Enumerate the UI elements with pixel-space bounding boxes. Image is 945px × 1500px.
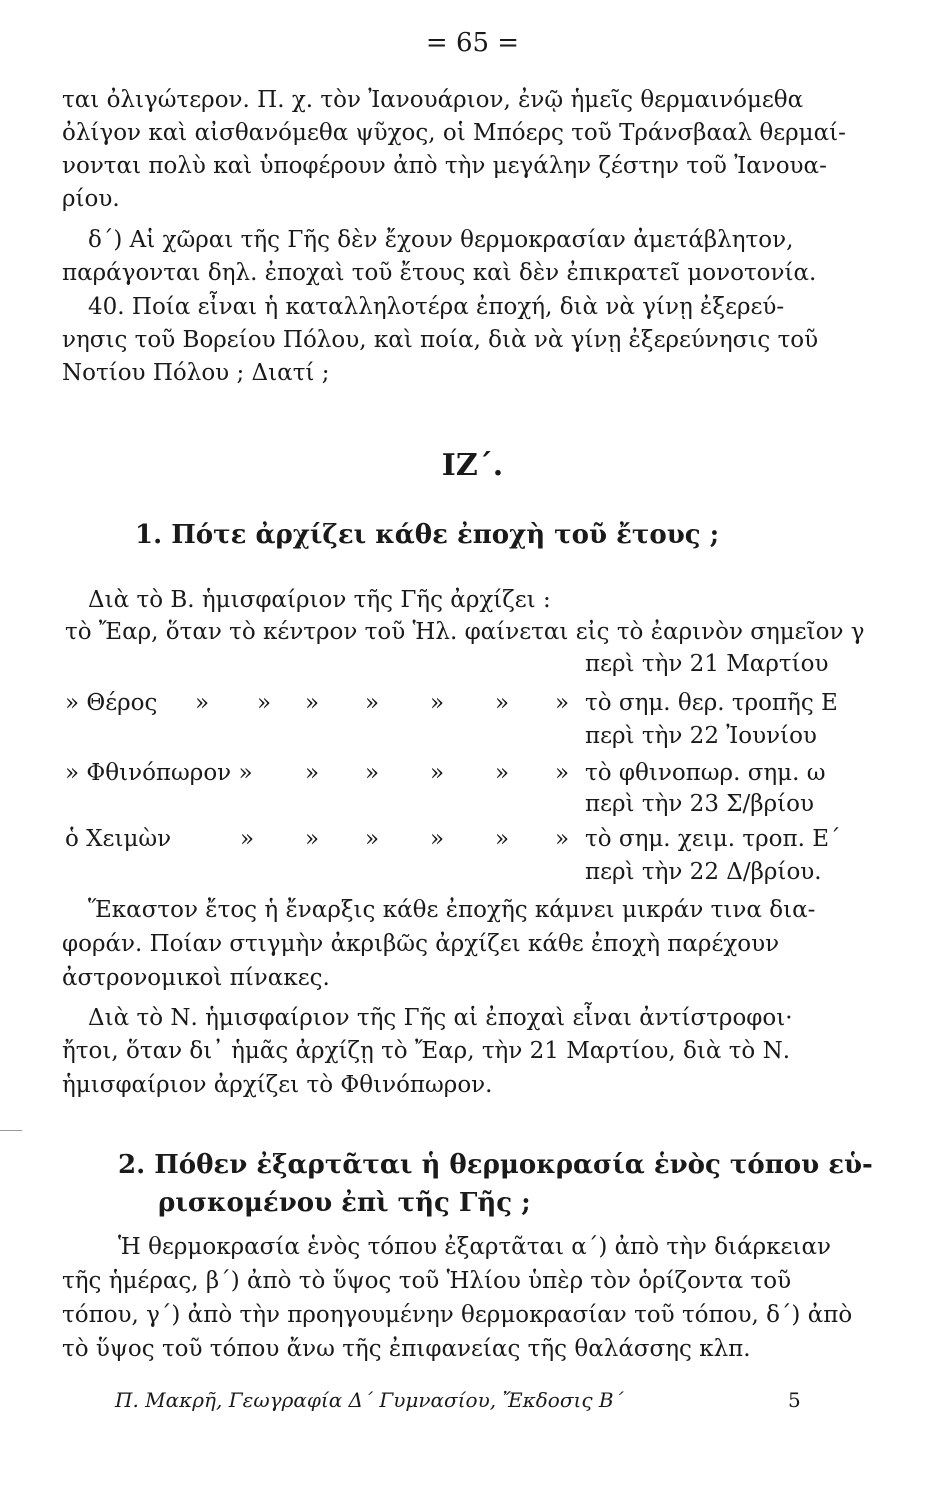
season-label: » Θέρος [65, 690, 158, 716]
ditto-mark: » [555, 826, 570, 852]
season-date: περὶ τὴν 23 Σ/βρίου [585, 791, 814, 817]
intro-line: ὀλίγον καὶ αἰσθανόμεθα ψῦχος, οἱ Μπόερς τοῦ Τράνσβααλ θερμαί- [62, 120, 846, 146]
season-row-winter [65, 826, 865, 857]
ditto-mark: » [495, 690, 510, 716]
ditto-mark: » [195, 690, 210, 716]
ditto-mark: » [365, 690, 380, 716]
q1-para1-line: φοράν. Ποίαν στιγμὴν ἀκριβῶς ἀρχίζει κάθε ἐποχὴ παρέχουν [62, 931, 780, 957]
ditto-mark: » [495, 826, 510, 852]
season-date: περὶ τὴν 22 Ἰουνίου [585, 723, 817, 749]
season-date: περὶ τὴν 22 Δ/βρίου. [585, 859, 822, 885]
q2-para-line: Ἡ θερμοκρασία ἑνὸς τόπου ἐξαρτᾶται α΄) ἀπὸ τὴν διάρκειαν [118, 1234, 831, 1260]
signature-mark: 5 [788, 1388, 801, 1412]
question-2-heading: 2. Πόθεν ἐξαρτᾶται ἡ θερμοκρασία ἑνὸς τόπου εὑ- [118, 1150, 873, 1180]
ditto-mark: » [430, 690, 445, 716]
ditto-mark: » [240, 826, 255, 852]
season-label: » Φθινόπωρον » [65, 760, 253, 786]
ditto-mark: » [495, 760, 510, 786]
intro-line: ται ὀλιγώτερον. Π. χ. τὸν Ἰανουάριον, ἐνῷ ἡμεῖς θερμαινόμεθα [62, 87, 804, 113]
ditto-mark: » [555, 690, 570, 716]
q1-para2-line: ἤτοι, ὅταν δι᾽ ἡμᾶς ἀρχίζῃ τὸ Ἔαρ, τὴν 21 Μαρτίου, διὰ τὸ Ν. [62, 1038, 791, 1064]
q1-para1-line: Ἕκαστον ἔτος ἡ ἔναρξις κάθε ἐποχῆς κάμνει μικράν τινα δια- [88, 897, 816, 923]
season-row-summer [65, 690, 865, 721]
footer-credit: Π. Μακρῆ, Γεωγραφία Δ΄ Γυμνασίου, Ἔκδοσις Β΄ [115, 1388, 624, 1412]
question-40-line: 40. Ποία εἶναι ἡ καταλληλοτέρα ἐποχή, διὰ νὰ γίνῃ ἐξερεύ- [88, 294, 785, 320]
q2-para-line: τόπου, γ΄) ἀπὸ τὴν προηγουμένην θερμοκρασίαν τοῦ τόπου, δ΄) ἀπὸ [62, 1302, 853, 1328]
q1-para1-line: ἀστρονομικοὶ πίνακες. [62, 965, 330, 991]
ditto-mark: » [430, 826, 445, 852]
ditto-mark: » [555, 760, 570, 786]
q1-para2-line: ἡμισφαίριον ἀρχίζει τὸ Φθινόπωρον. [62, 1072, 493, 1098]
q1-para2-line: Διὰ τὸ Ν. ἡμισφαίριον τῆς Γῆς αἱ ἐποχαὶ εἶναι ἀντίστροφοι· [88, 1005, 793, 1031]
question-2-heading-cont: ρισκομένου ἐπὶ τῆς Γῆς ; [158, 1188, 531, 1218]
spring-line: τὸ Ἔαρ, ὅταν τὸ κέντρον τοῦ Ἡλ. φαίνεται εἰς τὸ ἐαρινὸν σημεῖον γ [65, 619, 865, 645]
footer [115, 1388, 801, 1412]
ditto-mark: » [305, 826, 320, 852]
margin-rule [0, 1130, 22, 1131]
intro-line: δ΄) Αἱ χῶραι τῆς Γῆς δὲν ἔχουν θερμοκρασίαν ἀμετάβλητον, [88, 227, 794, 253]
ditto-mark: » [305, 760, 320, 786]
section-title: ΙΖ΄. [441, 448, 504, 483]
ditto-mark: » [365, 826, 380, 852]
season-point: τὸ σημ. χειμ. τροπ. Ε΄ [585, 826, 841, 852]
ditto-mark: » [430, 760, 445, 786]
ditto-mark: » [305, 690, 320, 716]
season-point: τὸ φθινοπωρ. σημ. ω [585, 760, 826, 786]
season-label: ὁ Χειμὼν [65, 826, 172, 852]
q1-intro: Διὰ τὸ Β. ἡμισφαίριον τῆς Γῆς ἀρχίζει : [88, 587, 551, 613]
q2-para-line: τῆς ἡμέρας, β΄) ἀπὸ τὸ ὕψος τοῦ Ἡλίου ὑπὲρ τὸν ὁρίζοντα τοῦ [62, 1268, 792, 1294]
intro-line: ρίου. [62, 186, 120, 212]
ditto-mark: » [365, 760, 380, 786]
intro-line: νονται πολὺ καὶ ὑποφέρουν ἀπὸ τὴν μεγάλην ζέστην τοῦ Ἰανουα- [62, 153, 827, 179]
intro-line: παράγονται δηλ. ἐποχαὶ τοῦ ἔτους καὶ δὲν ἐπικρατεῖ μονοτονία. [62, 260, 817, 286]
question-40-line: Νοτίου Πόλου ; Διατί ; [62, 360, 330, 386]
page-number: = 65 = [425, 28, 520, 58]
ditto-mark: » [257, 690, 272, 716]
season-row-autumn [65, 760, 865, 791]
question-1-heading: 1. Πότε ἀρχίζει κάθε ἐποχὴ τοῦ ἔτους ; [135, 520, 720, 550]
q2-para-line: τὸ ὕψος τοῦ τόπου ἄνω τῆς ἐπιφανείας τῆς θαλάσσης κλπ. [62, 1336, 751, 1362]
question-40-line: νησις τοῦ Βορείου Πόλου, καὶ ποία, διὰ νὰ γίνῃ ἐξερεύνησις τοῦ [62, 327, 819, 353]
spring-date: περὶ τὴν 21 Μαρτίου [585, 651, 829, 677]
season-point: τὸ σημ. θερ. τροπῆς Ε [585, 690, 838, 716]
